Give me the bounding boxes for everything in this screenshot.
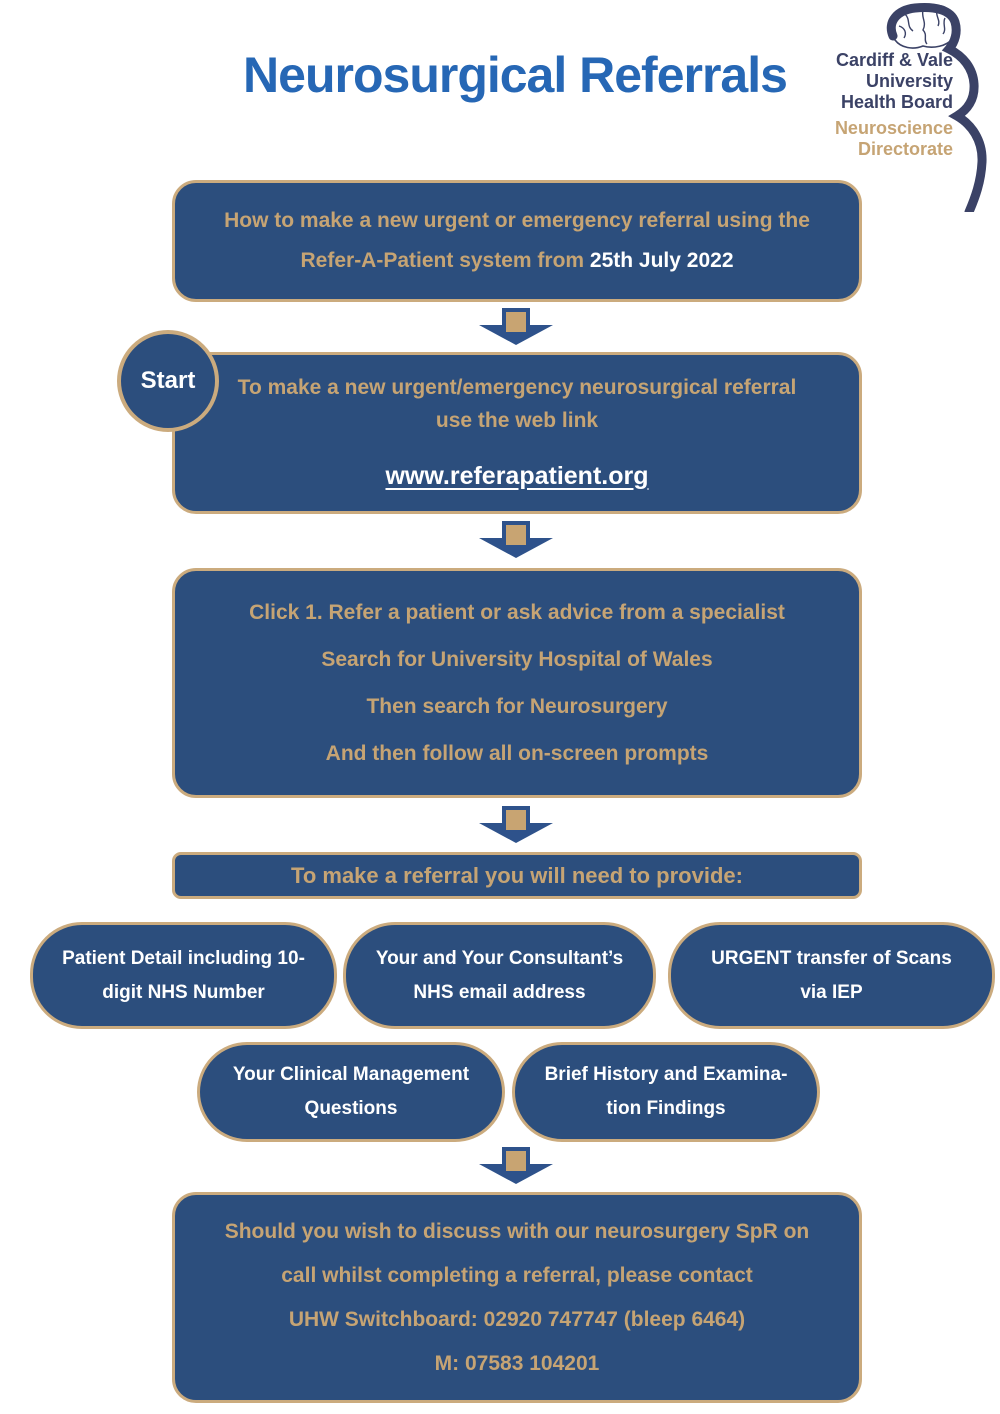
mobile-number: M: 07583 104201: [434, 1351, 600, 1375]
step-line-2: Search for University Hospital of Wales: [321, 647, 713, 671]
logo-department-name: [835, 118, 953, 160]
requirement-line: Patient Detail including 10-: [62, 947, 305, 969]
steps-box: [172, 568, 862, 798]
requirement-line: Your Clinical Management: [232, 1064, 470, 1085]
step-line-4: And then follow all on-screen prompts: [325, 741, 709, 765]
down-arrow-icon: [477, 521, 555, 559]
down-arrow-icon: [477, 806, 555, 844]
contact-box: [172, 1192, 862, 1403]
requirement-bubble-scan-transfer: [668, 922, 995, 1029]
health-board-logo: [833, 2, 997, 212]
requirement-line: Questions: [304, 1098, 398, 1119]
requirement-bubble-clinical-questions: [197, 1042, 505, 1142]
logo-org-line: University: [865, 71, 953, 91]
intro-line-2: [301, 249, 734, 273]
contact-line-2: call whilst completing a referral, please contact: [281, 1263, 753, 1287]
intro-line-2-prefix: Refer-A-Patient system from: [300, 249, 590, 272]
requirement-line: via IEP: [800, 981, 863, 1003]
logo-org-name: [836, 50, 953, 113]
requirement-line: tion Findings: [606, 1098, 726, 1119]
provide-header-text: To make a referral you will need to provide:: [291, 862, 743, 888]
requirement-line: NHS email address: [413, 981, 586, 1003]
weblink-line-1: To make a new urgent/emergency neurosurgical referral: [237, 375, 797, 399]
intro-box: [172, 180, 862, 302]
requirement-line: URGENT transfer of Scans: [711, 947, 952, 969]
logo-dept-line: Directorate: [857, 139, 953, 159]
contact-line-1: Should you wish to discuss with our neurosurgery SpR on: [224, 1219, 810, 1243]
step-line-1: Click 1. Refer a patient or ask advice from a specialist: [249, 600, 785, 624]
down-arrow-icon: [477, 1147, 555, 1185]
requirement-line: Brief History and Examina-: [544, 1064, 788, 1085]
start-badge: [117, 330, 219, 432]
requirement-bubble-nhs-email: [343, 922, 656, 1029]
logo-org-line: Cardiff & Vale: [835, 50, 953, 70]
referapatient-link[interactable]: www.referapatient.org: [385, 461, 649, 490]
provide-header-bar: [172, 852, 862, 899]
page-title: Neurosurgical Referrals: [243, 47, 787, 103]
logo-dept-line: Neuroscience: [834, 118, 953, 138]
weblink-box: [172, 352, 862, 514]
switchboard-number: UHW Switchboard: 02920 747747 (bleep 6464): [288, 1307, 746, 1331]
start-label: Start: [140, 367, 196, 394]
requirement-bubble-patient-details: [30, 922, 337, 1029]
step-line-3: Then search for Neurosurgery: [366, 694, 668, 718]
intro-line-1: How to make a new urgent or emergency referral using the: [224, 209, 810, 232]
down-arrow-icon: [477, 308, 555, 346]
logo-org-line: Health Board: [840, 92, 953, 112]
weblink-line-2: use the web link: [435, 408, 599, 432]
requirement-line: Your and Your Consultant’s: [375, 947, 624, 969]
requirement-line: digit NHS Number: [102, 981, 265, 1003]
requirement-bubble-history-findings: [512, 1042, 820, 1142]
intro-start-date: 25th July 2022: [589, 249, 734, 272]
